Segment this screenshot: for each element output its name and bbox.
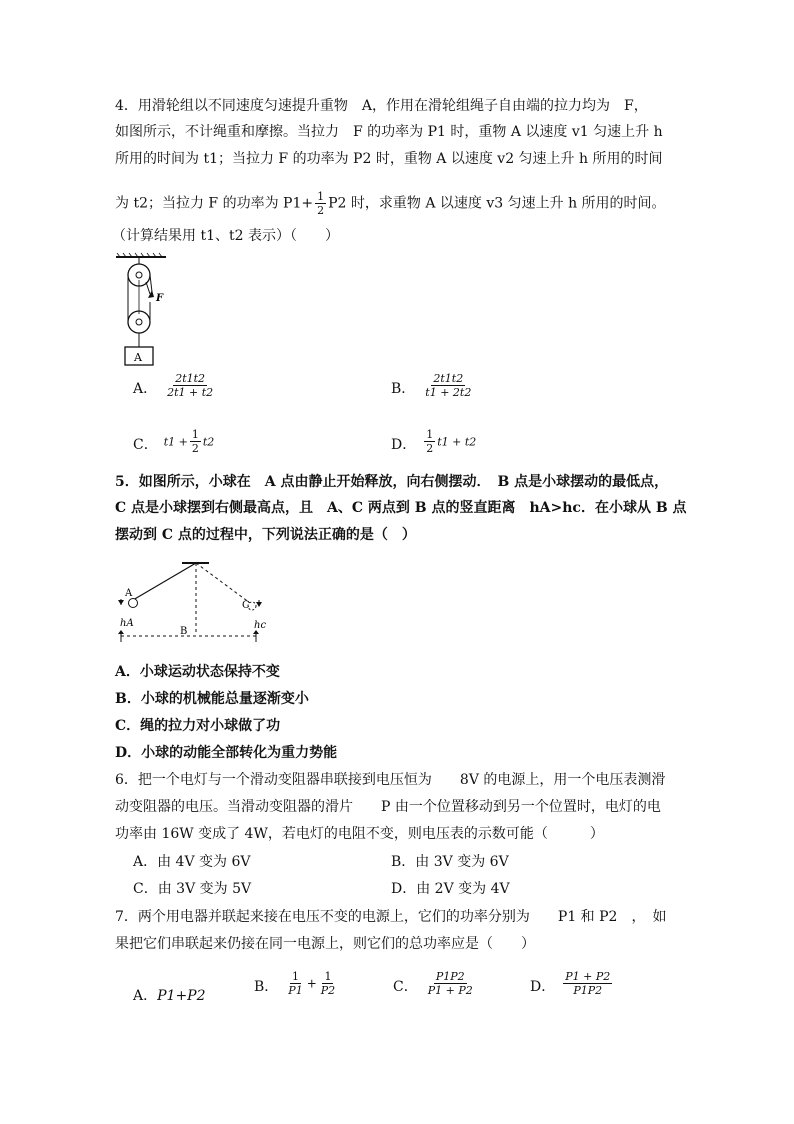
q4-option-b-label: B．: [391, 381, 416, 397]
q6-option-c[interactable]: C．由 3V 变为 5V: [133, 881, 252, 897]
q5-option-d[interactable]: D．小球的动能全部转化为重力势能: [115, 745, 338, 761]
q4-stem-line-2: 如图所示，不计绳重和摩擦。当拉力 F 的功率为 P1 时，重物 A 以速度 v1 匀速上升 h: [115, 124, 663, 140]
q4-option-c-t2: t2: [202, 435, 215, 449]
q4-option-d-num: 1: [426, 428, 434, 441]
pendulum-diagram: [112, 556, 282, 646]
pulley-label-F: F: [156, 293, 164, 304]
q5-option-c[interactable]: C．绳的拉力对小球做了功: [115, 718, 281, 734]
q4-stem-line-5: （计算结果用 t1、t2 表示）（ ）: [112, 228, 339, 244]
q7-option-c-num: P1P2: [435, 970, 465, 983]
q4-stem-line-3: 所用的时间为 t1；当拉力 F 的功率为 P2 时，重物 A 以速度 v2 匀速上升 h 所用的时间: [115, 151, 663, 167]
q4-option-b-num: 2t1t2: [433, 372, 464, 385]
q4-option-d[interactable]: [391, 428, 476, 455]
q7-option-b-frac1: [286, 970, 304, 997]
q4-stem-line-1: 4．用滑轮组以不同速度匀速提升重物 A，作用在滑轮组绳子自由端的拉力均为 F，: [115, 98, 648, 114]
q4-stem-line-4-start: 为 t2；当拉力 F 的功率为 P1+: [115, 195, 314, 212]
q7-option-b-frac2: [319, 970, 337, 997]
q4-option-c-den: 2: [191, 442, 199, 455]
q4-option-c-num: 1: [191, 428, 199, 441]
q4-option-b[interactable]: [391, 372, 475, 399]
q7-option-b[interactable]: [254, 970, 339, 997]
q7-stem-line-2: 果把它们串联起来仍接在同一电源上，则它们的总功率应是（ ）: [115, 936, 535, 952]
q4-option-d-rest: t1 + t2: [437, 435, 477, 449]
q7-option-c[interactable]: [393, 970, 477, 997]
q4-option-a-num: 2t1t2: [175, 372, 206, 385]
pendulum-label-hc: hc: [254, 620, 267, 631]
q5-stem-line-3: 摆动到 C 点的过程中，下列说法正确的是（ ）: [115, 527, 416, 543]
q7-option-d-label: D．: [530, 979, 556, 995]
q7-option-c-fraction: [426, 970, 475, 997]
pendulum-label-hA: hA: [120, 618, 134, 629]
q4-option-d-den: 2: [426, 442, 434, 455]
q7-option-b-num1: 1: [292, 970, 299, 983]
q6-option-d[interactable]: D．由 2V 变为 4V: [391, 881, 510, 897]
q6-option-a[interactable]: A．由 4V 变为 6V: [133, 854, 251, 870]
q7-option-a[interactable]: [133, 986, 206, 1006]
q4-option-c-t1: t1 +: [163, 435, 188, 449]
q4-half-fraction: [315, 190, 326, 217]
q5-option-a[interactable]: A．小球运动状态保持不变: [115, 664, 280, 680]
q7-option-d-num: P1 + P2: [565, 970, 611, 983]
q5-stem-line-1: 5．如图所示，小球在 A 点由静止开始释放，向右侧摆动． B 点是小球摆动的最低点，: [115, 474, 669, 490]
q6-stem-line-3: 功率由 16W 变成了 4W，若电灯的电阻不变，则电压表的示数可能（ ）: [115, 826, 604, 842]
q6-stem-line-1: 6．把一个电灯与一个滑动变阻器串联接到电压恒为 8V 的电源上，用一个电压表测滑: [115, 772, 666, 788]
q7-option-b-plus: +: [306, 976, 317, 991]
q7-option-b-den2: P2: [320, 984, 336, 997]
q4-stem-line-4: [115, 190, 666, 217]
q6-option-b[interactable]: B．由 3V 变为 6V: [391, 854, 509, 870]
q7-option-c-den: P1 + P2: [427, 984, 473, 997]
q4-option-a-den: 2t1 + t2: [167, 386, 214, 399]
q4-half-den: 2: [317, 204, 325, 217]
q4-option-c-label: C．: [133, 437, 158, 453]
q6-stem-line-2: 动变阻器的电压。当滑动变阻器的滑片 P 由一个位置移动到另一个位置时，电灯的电: [115, 799, 661, 815]
q7-option-b-num2: 1: [324, 970, 332, 983]
q7-option-d[interactable]: [530, 970, 614, 997]
pulley-diagram: [112, 252, 192, 370]
q4-option-a-label: A．: [133, 381, 158, 397]
q5-stem-line-2: C 点是小球摆到右侧最高点，且 A、C 两点到 B 点的竖直距离 hA>hc．在小球从 B 点: [115, 500, 687, 516]
q7-option-a-label: A．: [133, 988, 158, 1004]
q4-stem-line-4-end: P2 时，求重物 A 以速度 v3 匀速上升 h 所用的时间。: [328, 195, 666, 212]
q4-option-b-fraction: [423, 372, 473, 399]
q4-option-a[interactable]: [133, 372, 217, 399]
q4-option-d-label: D．: [391, 437, 417, 453]
q4-option-d-fraction: [424, 428, 435, 455]
q4-option-c[interactable]: [133, 428, 214, 455]
q4-option-b-den: t1 + 2t2: [425, 386, 472, 399]
q7-option-d-den: P1P2: [573, 984, 603, 997]
q4-option-c-fraction: [190, 428, 201, 455]
q7-stem-line-1: 7．两个用电器并联起来接在电压不变的电源上，它们的功率分别为 P1 和 P2 ， 如: [115, 909, 667, 925]
q7-option-d-fraction: [563, 970, 612, 997]
q7-option-a-value: P1+P2: [157, 988, 206, 1004]
pendulum-label-C: C: [242, 600, 250, 611]
q4-half-num: 1: [317, 190, 325, 203]
q7-option-b-den1: P1: [288, 984, 303, 997]
pulley-label-A: A: [134, 351, 142, 364]
pendulum-label-A: A: [125, 588, 133, 599]
q4-option-a-fraction: [165, 372, 215, 399]
q7-option-c-label: C．: [393, 979, 418, 995]
q7-option-b-label: B．: [254, 979, 279, 995]
q5-option-b[interactable]: B．小球的机械能总量逐渐变小: [115, 691, 309, 707]
pendulum-label-B: B: [180, 626, 188, 637]
